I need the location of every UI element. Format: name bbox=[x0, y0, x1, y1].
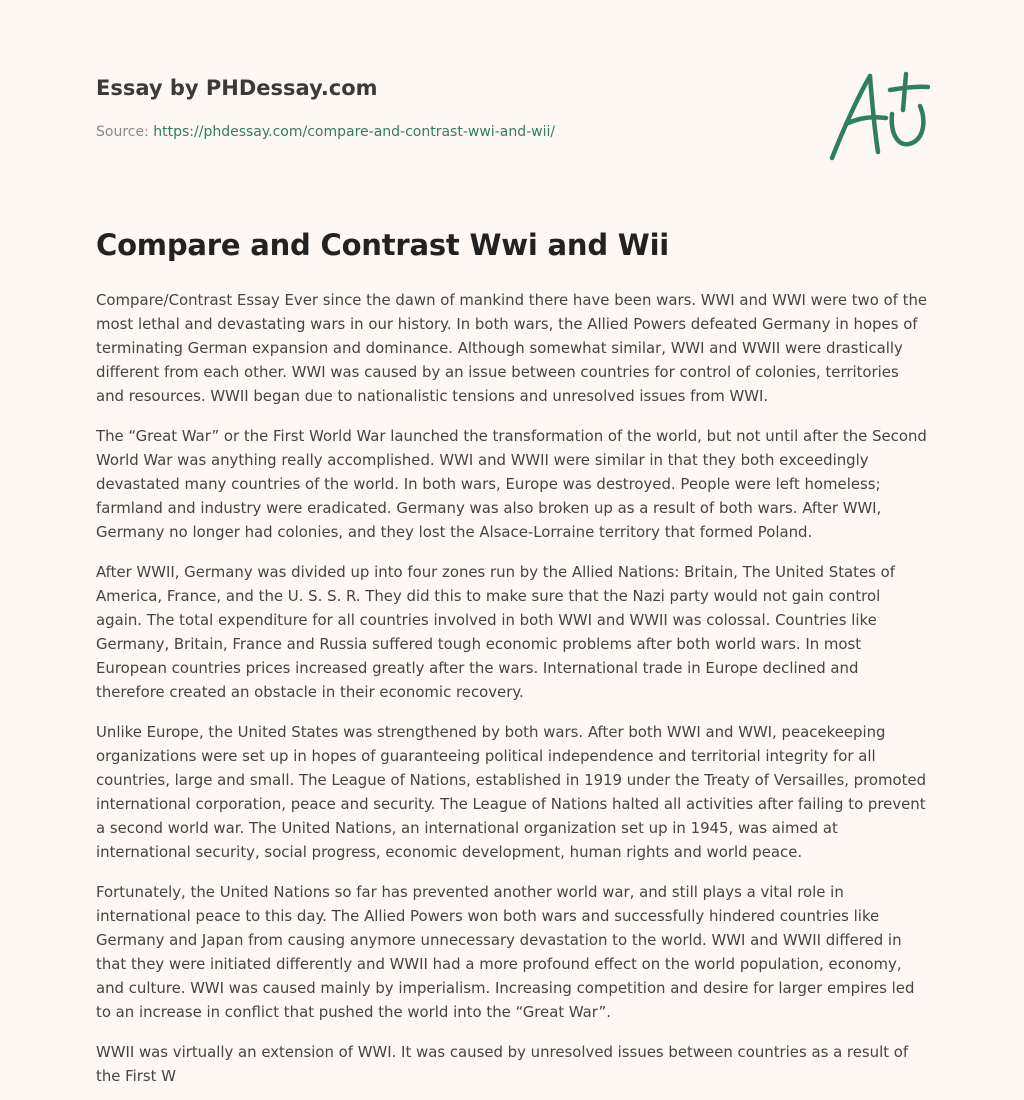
essay-paragraph: Unlike Europe, the United States was strengthened by both wars. After both WWI and WWI, peacekeeping organizations were set up in hopes of guaranteeing political independence and territorial integrity for all countries, large and small. The League of Nations, established in 1919 under the Treaty of Versailles, promoted international corporation, peace and security. The League of Nations halted all activities after failing to prevent a second world war. The United Nations, an international organization set up in 1945, was aimed at international security, social progress, economic development, human rights and world peace. bbox=[96, 723, 927, 861]
essay-paragraph: Compare/Contrast Essay Ever since the dawn of mankind there have been wars. WWI and WWI were two of the most lethal and devastating wars in our history. In both wars, the Allied Powers defeated Germany in hopes of terminating German expansion and dominance. Although somewhat similar, WWI and WWII were drastically different from each other. WWI was caused by an issue between countries for control of colonies, territories and resources. WWII began due to nationalistic tensions and unresolved issues from WWI. bbox=[96, 291, 928, 405]
essay-title: Compare and Contrast Wwi and Wii bbox=[96, 228, 670, 262]
brand-title: Essay by PHDessay.com bbox=[96, 76, 378, 100]
a-plus-logo-icon bbox=[826, 66, 930, 166]
source-line bbox=[96, 124, 555, 140]
essay-body bbox=[96, 288, 928, 1088]
essay-paragraph: The “Great War” or the First World War launched the transformation of the world, but not until after the Second World War was anything really accomplished. WWI and WWII were similar in that they both exceedingly devastated many countries of the world. In both wars, Europe was destroyed. People were left homeless; farmland and industry were eradicated. Germany was also broken up as a result of both wars. After WWI, Germany no longer had colonies, and they lost the Alsace-Lorraine territory that formed Poland. bbox=[96, 427, 927, 541]
essay-paragraph: After WWII, Germany was divided up into four zones run by the Allied Nations: Britain, The United States of America, France, and the U. S. S. R. They did this to make sure that the Nazi party would not gain control again. The total expenditure for all countries involved in both WWI and WWII was colossal. Countries like Germany, Britain, France and Russia suffered tough economic problems after both world wars. In most European countries prices increased greatly after the wars. International trade in Europe declined and therefore created an obstacle in their economic recovery. bbox=[96, 563, 895, 701]
page-header bbox=[96, 0, 928, 200]
essay-paragraph: WWII was virtually an extension of WWI. It was caused by unresolved issues between countries as a result of the First W bbox=[96, 1043, 909, 1085]
source-link[interactable]: https://phdessay.com/compare-and-contrast-wwi-and-wii/ bbox=[153, 124, 556, 140]
source-label: Source: bbox=[96, 124, 154, 140]
essay-paragraph: Fortunately, the United Nations so far has prevented another world war, and still plays a vital role in international peace to this day. The Allied Powers won both wars and successfully hindered countries like Germany and Japan from causing anymore unnecessary devastation to the world. WWI and WWII differed in that they were initiated differently and WWII had a more profound effect on the world population, economy, and culture. WWI was caused mainly by imperialism. Increasing competition and desire for larger empires led to an increase in conflict that pushed the world into the “Great War”. bbox=[96, 883, 915, 1021]
